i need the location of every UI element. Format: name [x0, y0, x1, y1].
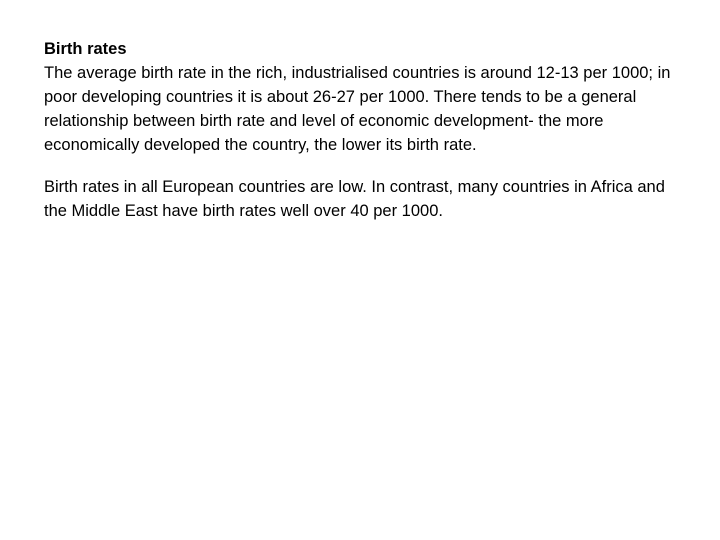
- paragraph-regional-comparison: Birth rates in all European countries are low. In contrast, many countries in Africa and the Middle East have birth rates well over 40 per 1000.: [44, 178, 665, 220]
- slide-text-body: [44, 37, 684, 223]
- slide-heading: Birth rates: [44, 40, 127, 58]
- paragraph-birth-rate-overview: The average birth rate in the rich, industrialised countries is around 12-13 per 1000; in poor developing countries it is about 26-27 per 1000. There tends to be a general relationship between birth rate and level of economic development- the more economically developed the country, the lower its birth rate.: [44, 64, 671, 154]
